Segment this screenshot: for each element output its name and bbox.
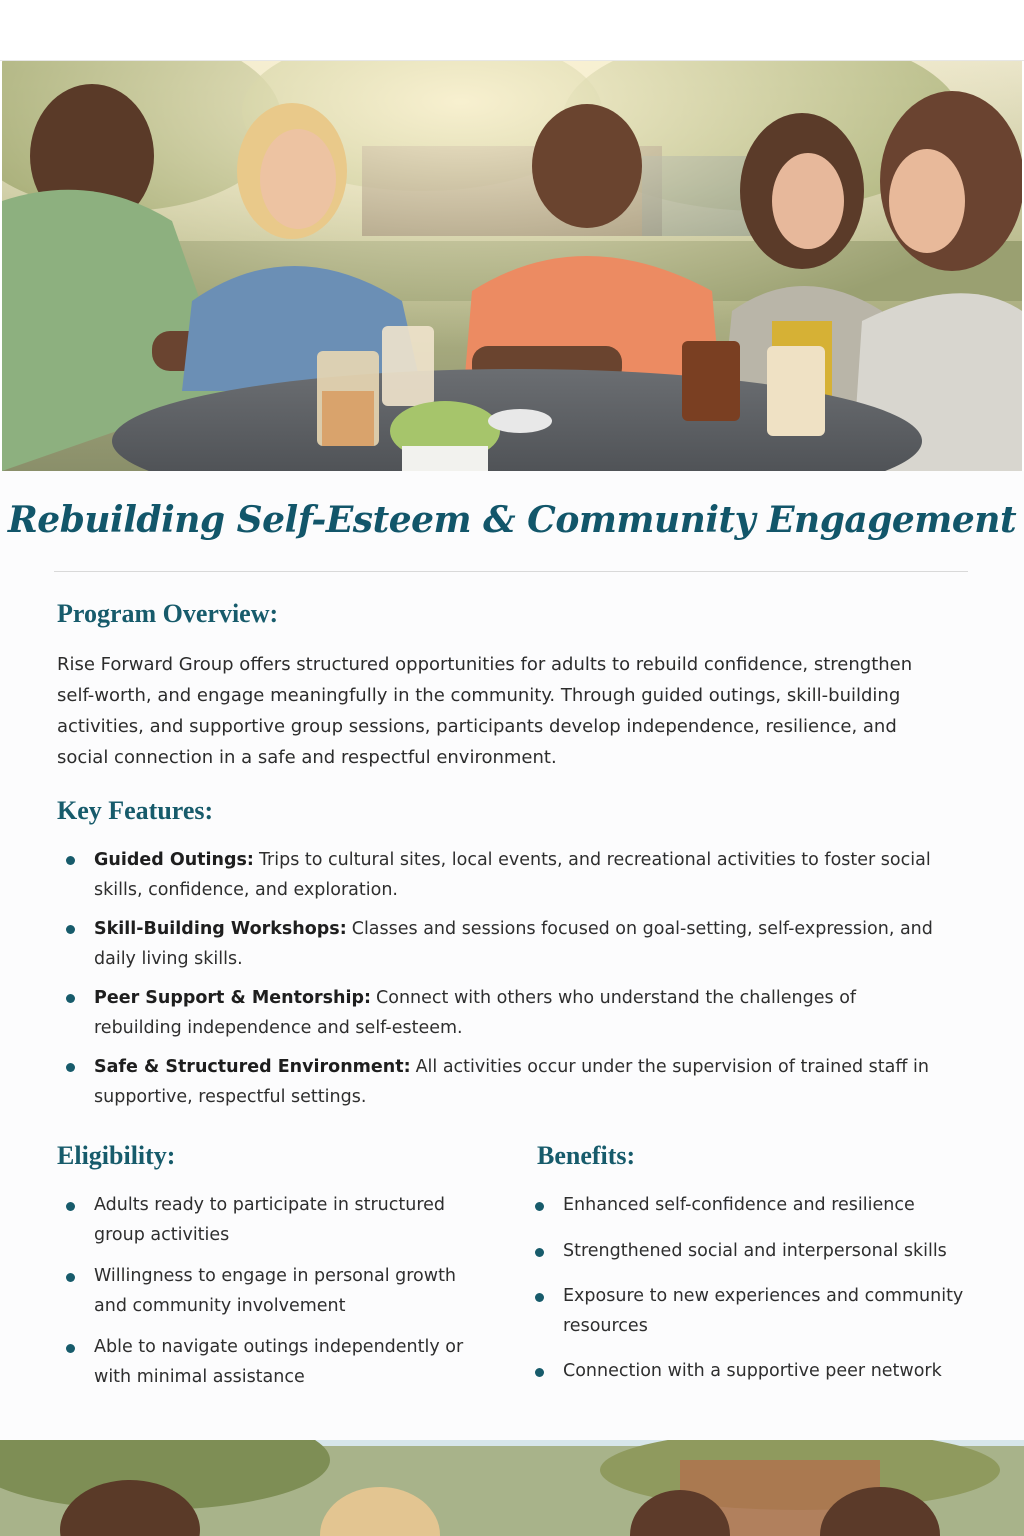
bullet-icon xyxy=(66,1344,75,1353)
benefit-text: Connection with a supportive peer network xyxy=(563,1361,942,1381)
list-item xyxy=(535,1282,965,1341)
list-item xyxy=(66,983,946,1043)
list-item xyxy=(66,914,946,974)
bullet-icon xyxy=(66,994,75,1003)
benefit-text: Enhanced self-confidence and resilience xyxy=(563,1195,915,1215)
list-item xyxy=(535,1237,965,1267)
feature-label: Guided Outings: xyxy=(94,850,254,870)
page-title: Rebuilding Self-Esteem & Community Engagement xyxy=(7,499,1017,541)
bullet-icon xyxy=(66,1273,75,1282)
list-item xyxy=(66,1191,466,1250)
features-list xyxy=(66,845,946,1121)
list-item xyxy=(66,1262,466,1321)
eligibility-text: Adults ready to participate in structured group activities xyxy=(94,1195,446,1245)
list-item xyxy=(66,845,946,905)
bullet-icon xyxy=(66,856,75,865)
hero-photo xyxy=(2,61,1022,471)
list-item xyxy=(535,1191,965,1221)
bullet-icon xyxy=(66,1202,75,1211)
list-item xyxy=(66,1052,946,1112)
benefits-heading: Benefits: xyxy=(537,1141,636,1170)
benefit-text: Exposure to new experiences and community resources xyxy=(563,1286,964,1336)
feature-text: Trips to cultural sites, local events, and recreational activities to foster social skills, confidence, and exploration. xyxy=(94,850,931,900)
bullet-icon xyxy=(66,925,75,934)
list-item xyxy=(535,1357,965,1387)
top-bar xyxy=(0,0,1024,61)
feature-text: Classes and sessions focused on goal-setting, self-expression, and daily living skills. xyxy=(94,919,933,969)
bullet-icon xyxy=(535,1368,544,1377)
list-item xyxy=(66,1333,466,1392)
feature-label: Peer Support & Mentorship: xyxy=(94,988,372,1008)
feature-label: Skill-Building Workshops: xyxy=(94,919,347,939)
bottom-photo xyxy=(0,1440,1024,1536)
feature-text: All activities occur under the supervision of trained staff in supportive, respectful settings. xyxy=(94,1057,929,1107)
overview-heading: Program Overview: xyxy=(57,599,279,628)
eligibility-list xyxy=(66,1191,466,1404)
eligibility-text: Able to navigate outings independently or with minimal assistance xyxy=(94,1337,464,1387)
bullet-icon xyxy=(66,1063,75,1072)
eligibility-heading: Eligibility: xyxy=(57,1141,176,1170)
features-heading: Key Features: xyxy=(57,796,214,825)
title-divider xyxy=(54,571,968,572)
bullet-icon xyxy=(535,1248,544,1257)
bullet-icon xyxy=(535,1202,544,1211)
overview-text: Rise Forward Group offers structured opportunities for adults to rebuild confidence, strengthen self-worth, and engage meaningfully in the community. Through guided outings, skill-building activities, and supportive group sessions, participants develop independence, resilience, and social connection in a safe and respectful environment. xyxy=(57,654,913,768)
bullet-icon xyxy=(535,1293,544,1302)
feature-label: Safe & Structured Environment: xyxy=(94,1057,411,1077)
feature-text: Connect with others who understand the challenges of rebuilding independence and self-esteem. xyxy=(94,988,857,1038)
benefits-list xyxy=(535,1191,965,1399)
benefit-text: Strengthened social and interpersonal skills xyxy=(563,1240,947,1261)
eligibility-text: Willingness to engage in personal growth and community involvement xyxy=(94,1266,457,1316)
content-panel xyxy=(0,471,1024,1440)
